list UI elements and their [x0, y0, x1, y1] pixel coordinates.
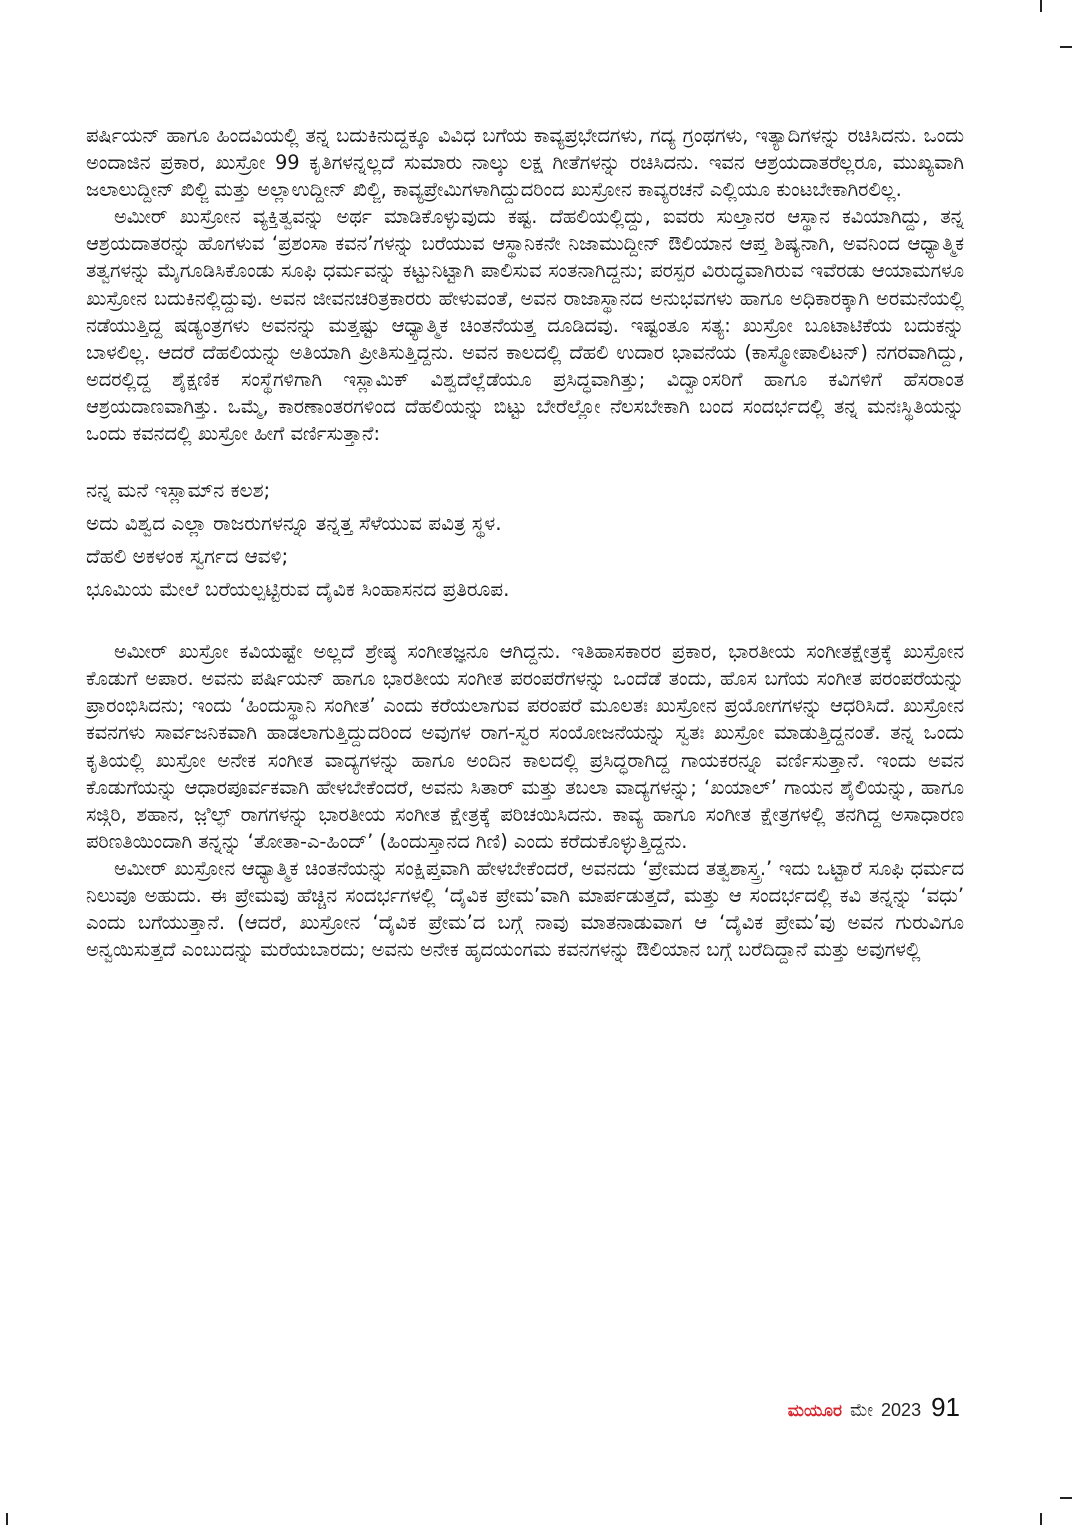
crop-mark-top-right — [1040, 0, 1042, 12]
page-footer — [788, 1392, 960, 1423]
issue-year: 2023 — [881, 1400, 922, 1420]
issue-month: ಮೇ — [850, 1400, 874, 1421]
poem-line-1: ನನ್ನ ಮನೆ ಇಸ್ಲಾಮ್‌ನ ಕಲಶ; — [86, 478, 271, 503]
poem-line-4: ಭೂಮಿಯ ಮೇಲೆ ಬರೆಯಲ್ಪಟ್ಟಿರುವ ದೈವಿಕ ಸಿಂಹಾಸನದ ಪ್ರತಿರೂಪ. — [86, 577, 510, 602]
crop-mark-right-top — [1060, 46, 1072, 48]
spacer — [86, 606, 964, 638]
crop-mark-right-bottom — [1060, 1497, 1072, 1499]
magazine-logo: ಮಯೂರ — [787, 1401, 842, 1421]
paragraph-3: ಅಮೀರ್ ಖುಸ್ರೋ ಕವಿಯಷ್ಟೇ ಅಲ್ಲದೆ ಶ್ರೇಷ್ಠ ಸಂಗೀತಜ್ಞನೂ ಆಗಿದ್ದನು. ಇತಿಹಾಸಕಾರರ ಪ್ರಕಾರ, ಭಾರತೀಯ ಸಂಗೀತಕ್ಷೇತ್ರಕ್ಕೆ ಖುಸ್ರೋನ ಕೊಡುಗೆ ಅಪಾರ. ಅವನು ಪರ್ಷಿಯನ್ ಹಾಗೂ ಭಾರತೀಯ ಸಂಗೀತ ಪರಂಪರೆಗಳನ್ನು ಒಂದೆಡೆ ತಂದು, ಹೊಸ ಬಗೆಯ ಸಂಗೀತ ಪರಂಪರೆಯನ್ನು ಪ್ರಾರಂಭಿಸಿದನು; ಇಂದು ‘ಹಿಂದುಸ್ಥಾನಿ ಸಂಗೀತ’ ಎಂದು ಕರೆಯಲಾಗುವ ಪರಂಪರೆ ಮೂಲತಃ ಖುಸ್ರೋನ ಪ್ರಯೋಗಗಳನ್ನು ಆಧರಿಸಿದೆ. ಖುಸ್ರೋನ ಕವನಗಳು ಸಾರ್ವಜನಿಕವಾಗಿ ಹಾಡಲಾಗುತ್ತಿದ್ದುದರಿಂದ ಅವುಗಳ ರಾಗ-ಸ್ವರ ಸಂಯೋಜನೆಯನ್ನು ಸ್ವತಃ ಖುಸ್ರೋ ಮಾಡುತ್ತಿದ್ದನಂತೆ. ತನ್ನ ಒಂದು ಕೃತಿಯಲ್ಲಿ ಖುಸ್ರೋ ಅನೇಕ ಸಂಗೀತ ವಾದ್ಯಗಳನ್ನು ಹಾಗೂ ಅಂದಿನ ಕಾಲದಲ್ಲಿ ಪ್ರಸಿದ್ಧರಾಗಿದ್ದ ಗಾಯಕರನ್ನೂ ವರ್ಣಿಸುತ್ತಾನೆ. ಇಂದು ಅವನ ಕೊಡುಗೆಯನ್ನು ಆಧಾರಪೂರ್ವಕವಾಗಿ ಹೇಳಬೇಕೆಂದರೆ, ಅವನು ಸಿತಾರ್ ಮತ್ತು ತಬಲಾ ವಾದ್ಯಗಳನ್ನು; ‘ಖಯಾಲ್’ ಗಾಯನ ಶೈಲಿಯನ್ನು, ಹಾಗೂ ಸಜ್ಗಿರಿ, ಶಹಾನ, ಜ಼ಿಲ್ಫ್ ರಾಗಗಳನ್ನು ಭಾರತೀಯ ಸಂಗೀತ ಕ್ಷೇತ್ರಕ್ಕೆ ಪರಿಚಯಿಸಿದನು. ಕಾವ್ಯ ಹಾಗೂ ಸಂಗೀತ ಕ್ಷೇತ್ರಗಳಲ್ಲಿ ತನಗಿದ್ದ ಅಸಾಧಾರಣ ಪರಿಣತಿಯಿಂದಾಗಿ ತನ್ನನ್ನು ‘ತೋತಾ-ಎ-ಹಿಂದ್’ (ಹಿಂದುಸ್ತಾನದ ಗಿಣಿ) ಎಂದು ಕರೆದುಕೊಳ್ಳುತ್ತಿದ್ದನು. — [86, 640, 964, 853]
page-number: 91 — [931, 1392, 960, 1422]
paragraph-4: ಅಮೀರ್ ಖುಸ್ರೋನ ಆಧ್ಯಾತ್ಮಿಕ ಚಿಂತನೆಯನ್ನು ಸಂಕ್ಷಿಪ್ತವಾಗಿ ಹೇಳಬೇಕೆಂದರೆ, ಅವನದು ‘ಪ್ರೇಮದ ತತ್ವಶಾಸ್ತ್ರ.’ ಇದು ಒಟ್ಟಾರೆ ಸೂಫಿ ಧರ್ಮದ ನಿಲುವೂ ಅಹುದು. ಈ ಪ್ರೇಮವು ಹೆಚ್ಚಿನ ಸಂದರ್ಭಗಳಲ್ಲಿ ‘ದೈವಿಕ ಪ್ರೇಮ’ವಾಗಿ ಮಾರ್ಪಡುತ್ತದೆ, ಮತ್ತು ಆ ಸಂದರ್ಭದಲ್ಲಿ ಕವಿ ತನ್ನನ್ನು ‘ವಧು’ ಎಂದು ಬಗೆಯುತ್ತಾನೆ. (ಆದರೆ, ಖುಸ್ರೋನ ‘ದೈವಿಕ ಪ್ರೇಮ’ದ ಬಗ್ಗೆ ನಾವು ಮಾತನಾಡುವಾಗ ಆ ‘ದೈವಿಕ ಪ್ರೇಮ’ವು ಅವನ ಗುರುವಿಗೂ ಅನ್ವಯಿಸುತ್ತದೆ ಎಂಬುದನ್ನು ಮರೆಯಬಾರದು; ಅವನು ಅನೇಕ ಹೃದಯಂಗಮ ಕವನಗಳನ್ನು ಔಲಿಯಾನ ಬಗ್ಗೆ ಬರೆದಿದ್ದಾನೆ ಮತ್ತು ಅವುಗಳಲ್ಲಿ — [86, 856, 964, 962]
crop-mark-bottom-left — [6, 1513, 8, 1525]
poem-line-2: ಅದು ವಿಶ್ವದ ಎಲ್ಲಾ ರಾಜರುಗಳನ್ನೂ ತನ್ನತ್ತ ಸೆಳೆಯುವ ಪವಿತ್ರ ಸ್ಥಳ. — [86, 511, 502, 536]
spacer — [86, 447, 964, 474]
article-body — [86, 122, 964, 963]
crop-mark-bottom-right — [1040, 1513, 1042, 1525]
poem-line-3: ದೆಹಲಿ ಅಕಳಂಕ ಸ್ವರ್ಗದ ಆವಳಿ; — [86, 544, 289, 569]
paragraph-1: ಪರ್ಷಿಯನ್ ಹಾಗೂ ಹಿಂದವಿಯಲ್ಲಿ ತನ್ನ ಬದುಕಿನುದ್ದಕ್ಕೂ ವಿವಿಧ ಬಗೆಯ ಕಾವ್ಯಪ್ರಭೇದಗಳು, ಗದ್ಯ ಗ್ರಂಥಗಳು, ಇತ್ಯಾದಿಗಳನ್ನು ರಚಿಸಿದನು. ಒಂದು ಅಂದಾಜಿನ ಪ್ರಕಾರ, ಖುಸ್ರೋ 99 ಕೃತಿಗಳನ್ನಲ್ಲದೆ ಸುಮಾರು ನಾಲ್ಕು ಲಕ್ಷ ಗೀತೆಗಳನ್ನು ರಚಿಸಿದನು. ಇವನ ಆಶ್ರಯದಾತರೆಲ್ಲರೂ, ಮುಖ್ಯವಾಗಿ ಜಲಾಲುದ್ದೀನ್ ಖಿಲ್ಜಿ ಮತ್ತು ಅಲ್ಲಾಉದ್ದೀನ್ ಖಿಲ್ಜಿ, ಕಾವ್ಯಪ್ರೇಮಿಗಳಾಗಿದ್ದುದರಿಂದ ಖುಸ್ರೋನ ಕಾವ್ಯರಚನೆ ಎಲ್ಲಿಯೂ ಕುಂಟಬೇಕಾಗಿರಲಿಲ್ಲ. — [86, 124, 964, 202]
poem-block — [86, 474, 964, 606]
paragraph-2: ಅಮೀರ್ ಖುಸ್ರೋನ ವ್ಯಕ್ತಿತ್ವವನ್ನು ಅರ್ಥ ಮಾಡಿಕೊಳ್ಳುವುದು ಕಷ್ಟ. ದೆಹಲಿಯಲ್ಲಿದ್ದು, ಐವರು ಸುಲ್ತಾನರ ಆಸ್ಥಾನ ಕವಿಯಾಗಿದ್ದು, ತನ್ನ ಆಶ್ರಯದಾತರನ್ನು ಹೊಗಳುವ ‘ಪ್ರಶಂಸಾ ಕವನ’ಗಳನ್ನು ಬರೆಯುವ ಆಸ್ಥಾನಿಕನೇ ನಿಜಾಮುದ್ದೀನ್ ಔಲಿಯಾನ ಆಪ್ತ ಶಿಷ್ಯನಾಗಿ, ಅವನಿಂದ ಆಧ್ಯಾತ್ಮಿಕ ತತ್ವಗಳನ್ನು ಮೈಗೂಡಿಸಿಕೊಂಡು ಸೂಫಿ ಧರ್ಮವನ್ನು ಕಟ್ಟುನಿಟ್ಟಾಗಿ ಪಾಲಿಸುವ ಸಂತನಾಗಿದ್ದನು; ಪರಸ್ಪರ ವಿರುದ್ಧವಾಗಿರುವ ಇವೆರಡು ಆಯಾಮಗಳೂ ಖುಸ್ರೋನ ಬದುಕಿನಲ್ಲಿದ್ದುವು. ಅವನ ಜೀವನಚರಿತ್ರಕಾರರು ಹೇಳುವಂತೆ, ಅವನ ರಾಜಾಸ್ಥಾನದ ಅನುಭವಗಳು ಹಾಗೂ ಅಧಿಕಾರಕ್ಕಾಗಿ ಅರಮನೆಯಲ್ಲಿ ನಡೆಯುತ್ತಿದ್ದ ಷಡ್ಯಂತ್ರಗಳು ಅವನನ್ನು ಮತ್ತಷ್ಟು ಆಧ್ಯಾತ್ಮಿಕ ಚಿಂತನೆಯತ್ತ ದೂಡಿದವು. ಇಷ್ಟಂತೂ ಸತ್ಯ: ಖುಸ್ರೋ ಬೂಟಾಟಿಕೆಯ ಬದುಕನ್ನು ಬಾಳಲಿಲ್ಲ. ಆದರೆ ದೆಹಲಿಯನ್ನು ಅತಿಯಾಗಿ ಪ್ರೀತಿಸುತ್ತಿದ್ದನು. ಅವನ ಕಾಲದಲ್ಲಿ ದೆಹಲಿ ಉದಾರ ಭಾವನೆಯ (ಕಾಸ್ಮೋಪಾಲಿಟನ್) ನಗರವಾಗಿದ್ದು, ಅದರಲ್ಲಿದ್ದ ಶೈಕ್ಷಣಿಕ ಸಂಸ್ಥೆಗಳಿಗಾಗಿ ಇಸ್ಲಾಮಿಕ್ ವಿಶ್ವದೆಲ್ಲೆಡೆಯೂ ಪ್ರಸಿದ್ಧವಾಗಿತ್ತು; ವಿದ್ವಾಂಸರಿಗೆ ಹಾಗೂ ಕವಿಗಳಿಗೆ ಹೆಸರಾಂತ ಆಶ್ರಯದಾಣವಾಗಿತ್ತು. ಒಮ್ಮೆ, ಕಾರಣಾಂತರಗಳಿಂದ ದೆಹಲಿಯನ್ನು ಬಿಟ್ಟು ಬೇರೆಲ್ಲೋ ನೆಲಸಬೇಕಾಗಿ ಬಂದ ಸಂದರ್ಭದಲ್ಲಿ ತನ್ನ ಮನಃಸ್ಥಿತಿಯನ್ನು ಒಂದು ಕವನದಲ್ಲಿ ಖುಸ್ರೋ ಹೀಗೆ ವರ್ಣಿಸುತ್ತಾನೆ: — [86, 205, 964, 446]
